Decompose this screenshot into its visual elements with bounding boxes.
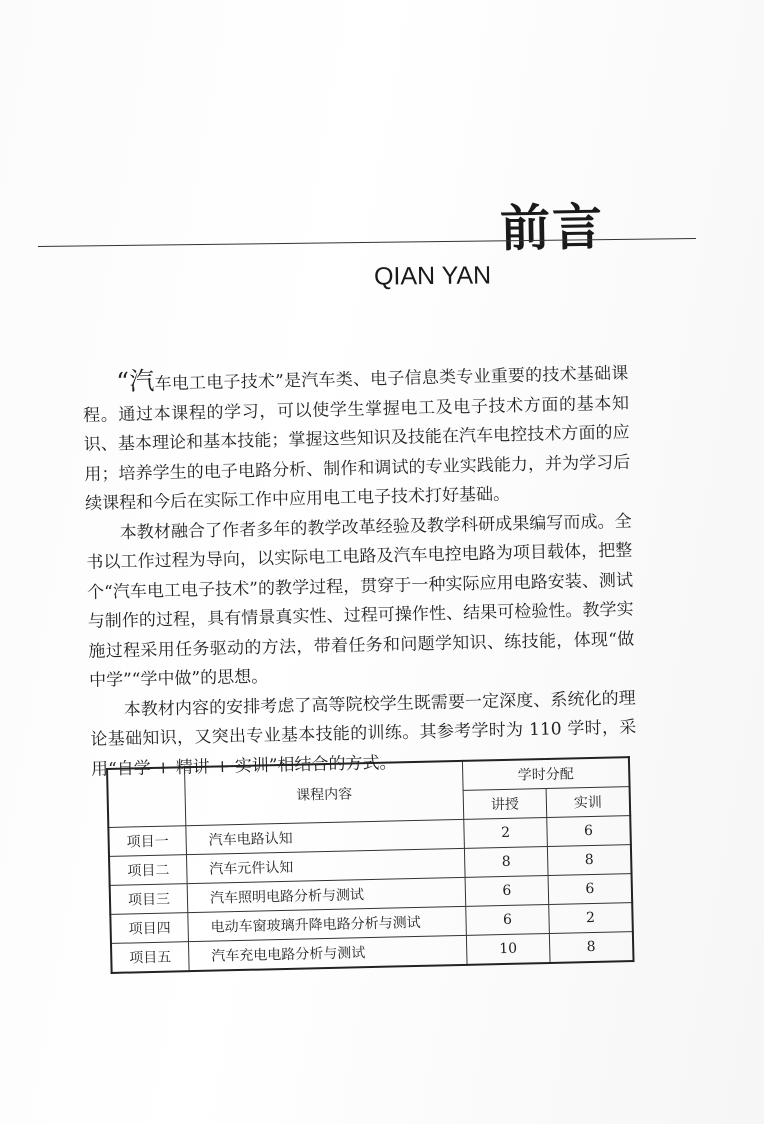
cell-project: 项目三 [110,884,188,915]
paragraph-2: 本教材融合了作者多年的教学改革经验及教学科研成果编写而成。全书以工作过程为导向，以实际电工电路及汽车电控电路为项目载体，把整个“汽车电工电子技术”的教学过程，贯穿于一种实际应用电路安装、测试与制作的过程，具有情景真实性、过程可操作性、结果可检验性。教学实施过程采用任务驱动的方法，带着任务和问题学知识、练技能，体现“做中学”“学中做”的思想。 [86,511,635,691]
cell-content: 汽车元件认知 [186,848,465,883]
preface-body [82,356,637,785]
cell-project: 项目二 [109,855,187,886]
cell-practice: 8 [549,932,633,963]
page-subtitle-pinyin: QIAN YAN [373,261,492,291]
cell-practice: 6 [548,874,632,905]
header-practice: 实训 [546,787,630,818]
open-quote: “ [115,366,130,397]
intro-text: 车电工电子技术”是汽车类、电子信息类专业重要的技术基础课程。通过本课程的学习，可以使学生掌握电工及电子技术方面的基本知识、基本理论和基本技能；掌握这些知识及技能在汽车电控技术方面的应用；培养学生的电子电路分析、制作和调试的专业实践能力，并为学习后续课程和今后在实际工作中应用电工电子技术打好基础。 [82,363,631,514]
cell-project: 项目一 [108,826,186,857]
cell-content: 汽车电路认知 [186,819,465,854]
cell-practice: 8 [547,845,631,876]
cell-lecture: 2 [464,818,548,849]
cell-content: 汽车充电电路分析与测试 [188,935,467,971]
paragraph-3: 本教材内容的安排考虑了高等院校学生既需要一定深度、系统化的理论基础知识，又突出专业基本技能的训练。其参考学时为 110 学时，采用“自学 + 精讲 + 实训”相结合的方式。 [90,688,637,780]
cell-content: 电动车窗玻璃升降电路分析与测试 [188,906,467,941]
cell-content: 汽车照明电路分析与测试 [187,877,466,912]
drop-char: 汽 [128,366,155,396]
cell-lecture: 6 [465,875,549,906]
cell-project: 项目五 [111,942,189,973]
cell-lecture: 6 [466,904,550,935]
header-content: 课程内容 [185,761,464,826]
hours-table [106,756,635,974]
cell-practice: 2 [549,903,633,934]
page-title: 前言 [499,197,605,258]
header-hours: 学时分配 [462,757,629,790]
header-lecture: 讲授 [463,789,547,820]
cell-lecture: 8 [464,847,548,878]
cell-lecture: 10 [466,933,550,964]
cell-project: 项目四 [110,913,188,944]
header-empty [107,767,186,827]
cell-practice: 6 [547,816,631,847]
paragraph-intro [82,356,631,520]
